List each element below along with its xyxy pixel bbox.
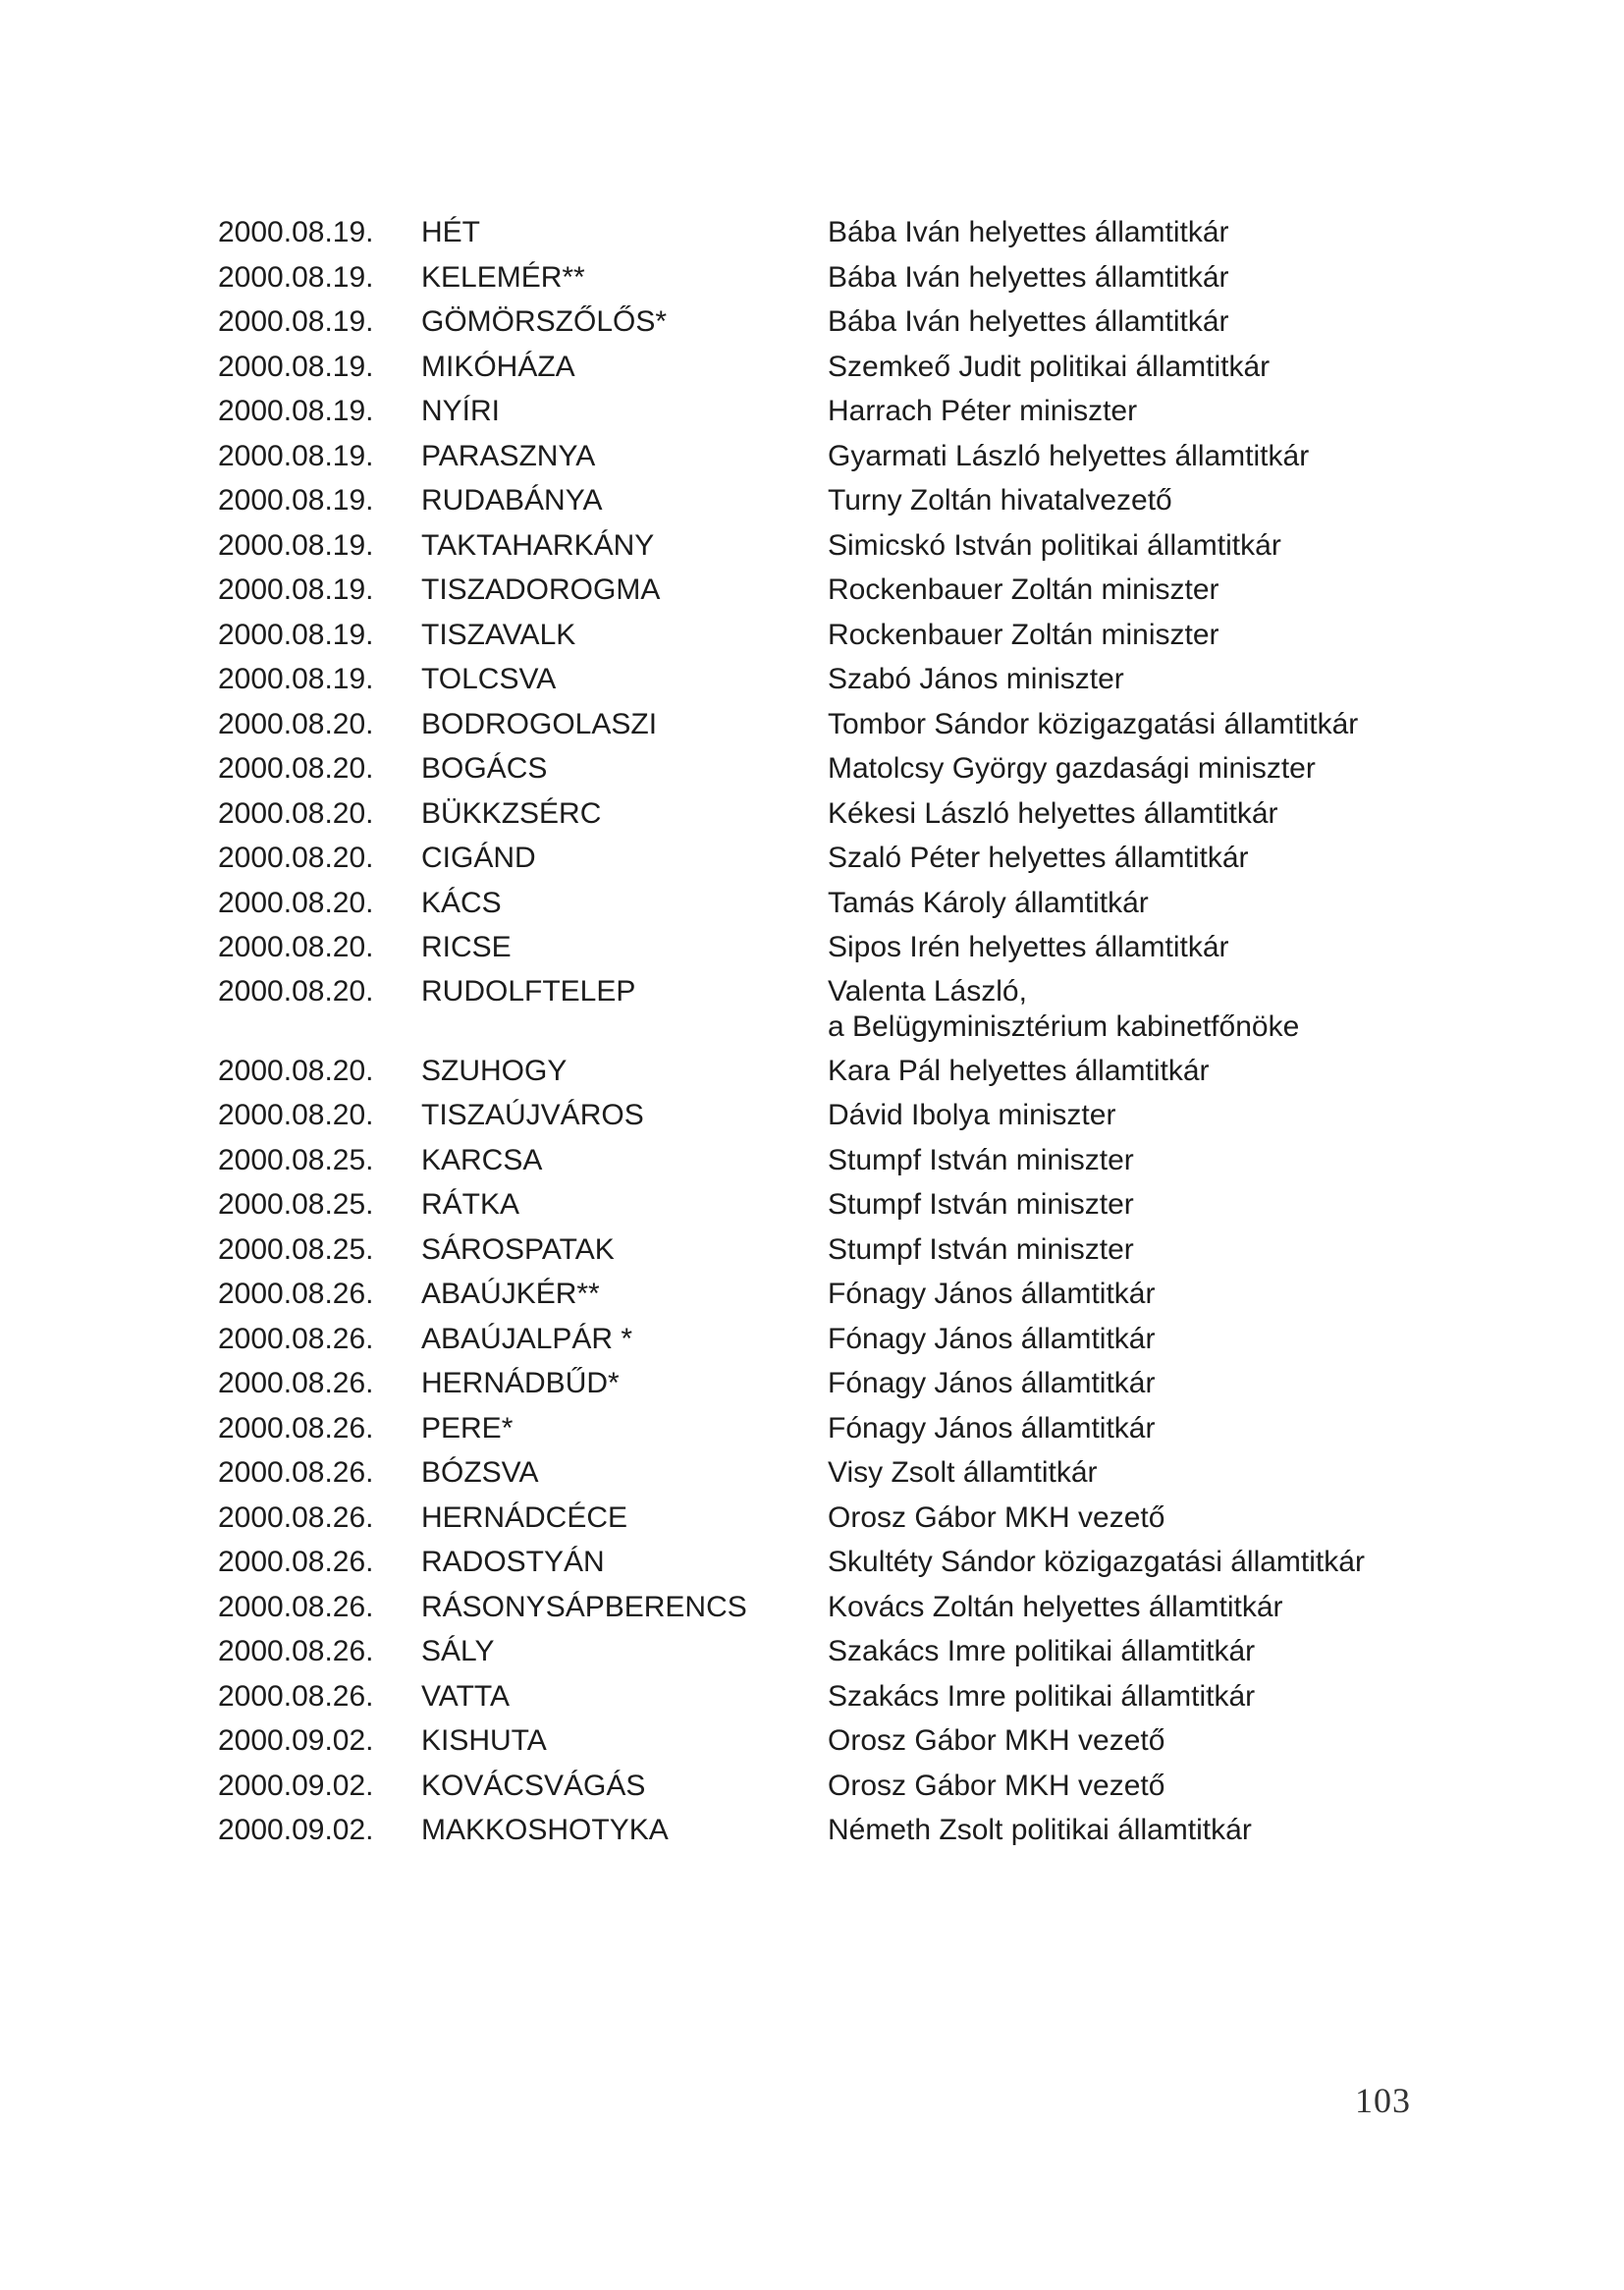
entry-place: TOLCSVA (421, 663, 557, 695)
entry-person: Orosz Gábor MKH vezető (828, 1769, 1165, 1802)
entry-place: ABAÚJKÉR** (421, 1278, 600, 1310)
entry-person: Bába Iván helyettes államtitkár (828, 260, 1229, 294)
entry-place: SÁLY (421, 1635, 495, 1667)
entry-person: Harrach Péter miniszter (828, 395, 1138, 427)
entry-person: Stumpf István miniszter (828, 1188, 1134, 1221)
entry-date: 2000.08.19. (218, 260, 374, 294)
entry-date: 2000.08.25. (218, 1188, 374, 1221)
entry-person-line: a Belügyminisztérium kabinetfőnöke (828, 1009, 1300, 1043)
list-item (218, 300, 1445, 345)
entry-date: 2000.08.25. (218, 1143, 374, 1176)
entry-person: Fónagy János államtitkár (828, 1322, 1156, 1355)
list-item (218, 1049, 1445, 1094)
entry-date: 2000.08.26. (218, 1500, 374, 1534)
entry-date: 2000.09.02. (218, 1724, 374, 1757)
list-item (218, 1093, 1445, 1138)
list-item (218, 1496, 1445, 1541)
entry-person: Szaló Péter helyettes államtitkár (828, 842, 1249, 874)
list-item (218, 434, 1445, 479)
entry-place: HÉT (421, 216, 480, 248)
list-item (218, 255, 1445, 300)
list-item (218, 1227, 1445, 1273)
visit-list (218, 210, 1445, 1853)
entry-person: Stumpf István miniszter (828, 1143, 1134, 1176)
entry-place: BÓZSVA (421, 1456, 539, 1489)
page-number: 103 (1355, 2081, 1411, 2120)
entry-date: 2000.08.19. (218, 439, 374, 472)
entry-date: 2000.08.19. (218, 484, 374, 517)
entry-date: 2000.08.20. (218, 1054, 374, 1087)
entry-date: 2000.08.19. (218, 350, 374, 383)
entry-place: BÜKKZSÉRC (421, 796, 602, 830)
list-item (218, 210, 1445, 255)
entry-place: SÁROSPATAK (421, 1232, 615, 1266)
entry-place: GÖMÖRSZŐLŐS* (421, 305, 668, 338)
entry-person: Szabó János miniszter (828, 663, 1124, 695)
entry-person: Kékesi László helyettes államtitkár (828, 796, 1278, 830)
entry-person: Kovács Zoltán helyettes államtitkár (828, 1590, 1283, 1623)
entry-place: KÁCS (421, 886, 502, 919)
entry-person: Stumpf István miniszter (828, 1232, 1134, 1266)
entry-person: Orosz Gábor MKH vezető (828, 1724, 1165, 1757)
entry-date: 2000.08.20. (218, 931, 374, 963)
entry-person: Bába Iván helyettes államtitkár (828, 216, 1229, 248)
entry-person (828, 974, 1445, 1045)
list-item (218, 1540, 1445, 1585)
list-item (218, 836, 1445, 881)
entry-date: 2000.08.26. (218, 1679, 374, 1713)
entry-place: KISHUTA (421, 1724, 547, 1757)
list-item (218, 345, 1445, 390)
list-item (218, 478, 1445, 523)
entry-place: MIKÓHÁZA (421, 350, 575, 383)
entry-place: MAKKOSHOTYKA (421, 1814, 669, 1846)
list-item (218, 1808, 1445, 1853)
entry-person: Bába Iván helyettes államtitkár (828, 305, 1229, 338)
list-item (218, 1272, 1445, 1317)
entry-place: RUDABÁNYA (421, 484, 603, 517)
entry-person: Simicskó István politikai államtitkár (828, 528, 1281, 562)
list-item (218, 568, 1445, 613)
entry-date: 2000.08.26. (218, 1590, 374, 1623)
entry-date: 2000.08.20. (218, 707, 374, 740)
entry-place: KOVÁCSVÁGÁS (421, 1769, 646, 1802)
entry-date: 2000.08.25. (218, 1232, 374, 1266)
entry-person: Szakács Imre politikai államtitkár (828, 1635, 1256, 1667)
entry-date: 2000.08.26. (218, 1278, 374, 1310)
list-item (218, 791, 1445, 837)
entry-person: Fónagy János államtitkár (828, 1411, 1156, 1445)
entry-date: 2000.08.19. (218, 305, 374, 338)
entry-place: PERE* (421, 1411, 514, 1445)
list-item (218, 925, 1445, 970)
list-item (218, 1629, 1445, 1674)
entry-place: HERNÁDCÉCE (421, 1500, 628, 1534)
list-item (218, 702, 1445, 747)
entry-date: 2000.08.19. (218, 618, 374, 651)
entry-place: CIGÁND (421, 842, 536, 874)
entry-place: RÁTKA (421, 1188, 520, 1221)
entry-place: KELEMÉR** (421, 260, 585, 294)
list-item (218, 1317, 1445, 1362)
list-item (218, 523, 1445, 569)
list-item (218, 1450, 1445, 1496)
entry-person: Tombor Sándor közigazgatási államtitkár (828, 707, 1359, 740)
list-item (218, 1138, 1445, 1183)
entry-date: 2000.08.20. (218, 842, 374, 874)
entry-date: 2000.08.19. (218, 528, 374, 562)
entry-date: 2000.08.20. (218, 796, 374, 830)
list-item (218, 1585, 1445, 1630)
entry-place: VATTA (421, 1679, 510, 1713)
entry-date: 2000.08.26. (218, 1367, 374, 1399)
list-item (218, 746, 1445, 791)
entry-date: 2000.08.26. (218, 1635, 374, 1667)
list-item (218, 389, 1445, 434)
list-item (218, 657, 1445, 702)
entry-date: 2000.09.02. (218, 1814, 374, 1846)
entry-date: 2000.08.26. (218, 1411, 374, 1445)
entry-place: KARCSA (421, 1143, 543, 1176)
entry-date: 2000.08.20. (218, 974, 374, 1008)
entry-date: 2000.08.20. (218, 752, 374, 785)
entry-place: NYÍRI (421, 395, 501, 427)
list-item (218, 974, 1445, 1045)
entry-person-line: Valenta László, (828, 974, 1027, 1008)
entry-date: 2000.08.26. (218, 1456, 374, 1489)
entry-person: Gyarmati László helyettes államtitkár (828, 439, 1310, 472)
entry-place: ABAÚJALPÁR * (421, 1322, 633, 1355)
entry-person: Visy Zsolt államtitkár (828, 1456, 1098, 1489)
entry-place: RICSE (421, 931, 512, 963)
list-item (218, 1764, 1445, 1809)
entry-person: Fónagy János államtitkár (828, 1367, 1156, 1399)
list-item (218, 881, 1445, 926)
entry-person: Matolcsy György gazdasági miniszter (828, 752, 1316, 785)
entry-person: Kara Pál helyettes államtitkár (828, 1054, 1210, 1087)
entry-person: Szakács Imre politikai államtitkár (828, 1679, 1256, 1713)
entry-place: BODROGOLASZI (421, 707, 658, 740)
entry-place: HERNÁDBŰD* (421, 1367, 620, 1399)
entry-person: Skultéty Sándor közigazgatási államtitkár (828, 1546, 1365, 1578)
entry-date: 2000.08.20. (218, 886, 374, 919)
list-item (218, 1182, 1445, 1227)
entry-place: PARASZNYA (421, 439, 596, 472)
entry-person: Sipos Irén helyettes államtitkár (828, 931, 1229, 963)
entry-person: Németh Zsolt politikai államtitkár (828, 1814, 1252, 1846)
entry-place: TAKTAHARKÁNY (421, 528, 655, 562)
list-item (218, 1406, 1445, 1451)
entry-date: 2000.08.19. (218, 395, 374, 427)
list-item (218, 1674, 1445, 1719)
list-item (218, 613, 1445, 658)
entry-date: 2000.08.20. (218, 1099, 374, 1131)
entry-date: 2000.09.02. (218, 1769, 374, 1802)
entry-place: RADOSTYÁN (421, 1546, 605, 1578)
entry-person: Rockenbauer Zoltán miniszter (828, 573, 1219, 606)
entry-place: RUDOLFTELEP (421, 974, 636, 1008)
entry-date: 2000.08.19. (218, 573, 374, 606)
entry-person: Rockenbauer Zoltán miniszter (828, 618, 1219, 651)
entry-date: 2000.08.19. (218, 216, 374, 248)
entry-date: 2000.08.19. (218, 663, 374, 695)
entry-person: Fónagy János államtitkár (828, 1278, 1156, 1310)
list-item (218, 1361, 1445, 1406)
entry-person: Tamás Károly államtitkár (828, 886, 1149, 919)
entry-place: RÁSONYSÁPBERENCS (421, 1590, 747, 1623)
entry-person: Szemkeő Judit politikai államtitkár (828, 350, 1271, 383)
entry-place: TISZAVALK (421, 618, 576, 651)
list-item (218, 1718, 1445, 1764)
entry-date: 2000.08.26. (218, 1546, 374, 1578)
entry-place: TISZADOROGMA (421, 573, 661, 606)
entry-place: TISZAÚJVÁROS (421, 1099, 644, 1131)
entry-place: BOGÁCS (421, 752, 548, 785)
entry-person: Turny Zoltán hivatalvezető (828, 484, 1172, 517)
entry-person: Dávid Ibolya miniszter (828, 1099, 1116, 1131)
entry-person: Orosz Gábor MKH vezető (828, 1500, 1165, 1534)
entry-date: 2000.08.26. (218, 1322, 374, 1355)
entry-place: SZUHOGY (421, 1054, 568, 1087)
